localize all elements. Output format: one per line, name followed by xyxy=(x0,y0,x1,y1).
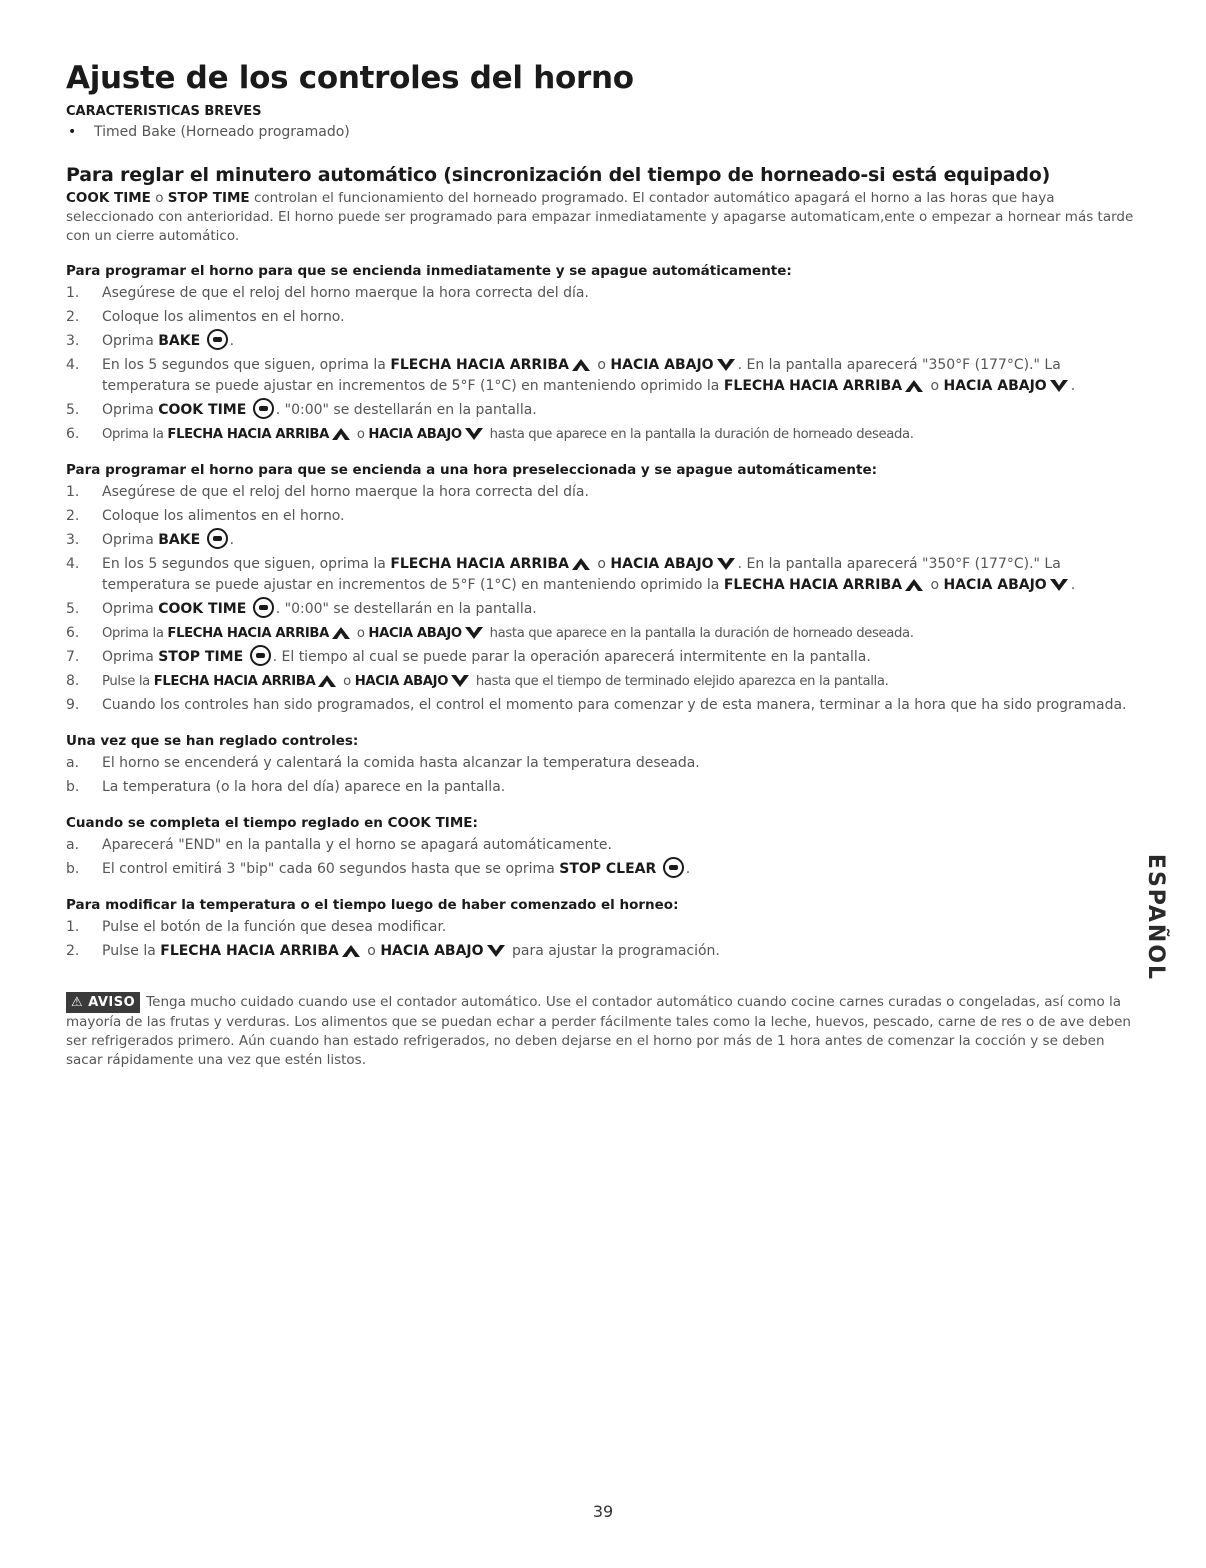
list-item: 6. Oprima la FLECHA HACIA ARRIBA o HACIA ABAJO hasta que aparece en la pantalla la duración de horneado deseada. xyxy=(66,426,914,442)
list-item: 1. Asegúrese de que el reloj del horno maerque la hora correcta del día. xyxy=(66,285,589,301)
down-arrow-icon xyxy=(487,945,505,957)
page-title: Ajuste de los controles del horno xyxy=(66,60,634,96)
list-item: a. Aparecerá "END" en la pantalla y el horno se apagará automáticamente. xyxy=(66,837,612,853)
list-item: 8. Pulse la FLECHA HACIA ARRIBA o HACIA ABAJO hasta que el tiempo de terminado elejido aparezca en la pantalla. xyxy=(66,673,889,689)
down-arrow-icon xyxy=(1050,579,1068,591)
sec2-heading: Para programar el horno para que se encienda a una hora preseleccionada y se apague automáticamente: xyxy=(66,462,877,478)
sec3-steps xyxy=(66,753,1138,798)
warning-badge: ⚠ AVISO xyxy=(66,992,140,1013)
sec4-heading: Cuando se completa el tiempo reglado en COOK TIME: xyxy=(66,815,478,831)
cook-time-key-icon xyxy=(253,597,274,618)
down-arrow-icon xyxy=(465,627,483,639)
down-arrow-icon xyxy=(451,675,469,687)
down-arrow-icon xyxy=(717,558,735,570)
list-item: 5. Oprima COOK TIME . "0:00" se destellarán en la pantalla. xyxy=(66,400,1138,421)
list-item: 6. Oprima la FLECHA HACIA ARRIBA o HACIA ABAJO hasta que aparece en la pantalla la duración de horneado deseada. xyxy=(66,625,914,641)
sec1-steps xyxy=(66,283,1138,445)
list-item: 9. Cuando los controles han sido programados, el control el momento para comenzar y de esta manera, terminar a la hora que ha sido programada. xyxy=(66,697,1127,713)
sec5-heading: Para modificar la temperatura o el tiempo luego de haber comenzado el horneo: xyxy=(66,897,679,913)
list-item: 3. Oprima BAKE . xyxy=(66,530,1138,551)
bake-key-icon xyxy=(207,329,228,350)
down-arrow-icon xyxy=(465,428,483,440)
intro-paragraph: COOK TIME o STOP TIME controlan el funcionamiento del horneado programado. El contador automático apagará el horno a las horas que haya seleccionado con anterioridad. El horno puede ser programado para empazar inmediatamente y apagarse automaticam,ente o empezar a hornear más tarde con un cierre automático. xyxy=(66,190,1134,244)
sec4-steps xyxy=(66,835,1138,880)
features-heading: CARACTERISTICAS BREVES xyxy=(66,104,262,119)
up-arrow-icon xyxy=(905,380,923,392)
list-item: b. El control emitirá 3 "bip" cada 60 segundos hasta que se oprima STOP CLEAR . xyxy=(66,859,1138,880)
list-item: 7. Oprima STOP TIME . El tiempo al cual se puede parar la operación aparecerá intermitente en la pantalla. xyxy=(66,647,1138,668)
up-arrow-icon xyxy=(572,558,590,570)
bake-key-icon xyxy=(207,528,228,549)
list-item: 4. En los 5 segundos que siguen, oprima la FLECHA HACIA ARRIBA o HACIA ABAJO . En la pantalla aparecerá "350°F (177°C)." La temperatura se puede ajustar en incrementos de 5°F (1°C) en manteniendo oprimido la FLECHA HACIA ARRIBA o HACIA ABAJO . xyxy=(66,556,1076,593)
list-item: 4. En los 5 segundos que siguen, oprima la FLECHA HACIA ARRIBA o HACIA ABAJO . En la pantalla aparecerá "350°F (177°C)." La temperatura se puede ajustar en incrementos de 5°F (1°C) en manteniendo oprimido la FLECHA HACIA ARRIBA o HACIA ABAJO . xyxy=(66,357,1076,394)
up-arrow-icon xyxy=(342,945,360,957)
page-number: 39 xyxy=(592,1502,614,1521)
down-arrow-icon xyxy=(717,359,735,371)
list-item: 2. Pulse la FLECHA HACIA ARRIBA o HACIA ABAJO para ajustar la programación. xyxy=(66,943,720,959)
list-item: a. El horno se encenderá y calentará la comida hasta alcanzar la temperatura deseada. xyxy=(66,755,700,771)
up-arrow-icon xyxy=(332,627,350,639)
language-side-tab: ESPAÑOL xyxy=(1143,853,1169,981)
features-item: • Timed Bake (Horneado programado) xyxy=(68,124,350,140)
sec5-steps xyxy=(66,917,1138,962)
list-item: 5. Oprima COOK TIME . "0:00" se destellarán en la pantalla. xyxy=(66,599,1138,620)
warning-paragraph: ⚠ AVISO Tenga mucho cuidado cuando use el contador automático. Use el contador automático cuando cocine carnes curadas o congeladas, así como la mayoría de las frutas y verduras. Los alimentos que se puedan echar a perder fácilmente tales como la leche, huevos, pescado, carne de res o de ave deben ser refrigerados primero. Aún cuando han estado refrigerados, no deben dejarse en el horno por más de 1 hora antes de comenzar la cocción y se deben sacar rápidamente una vez que estén listos. xyxy=(66,994,1131,1068)
list-item: 2. Coloque los alimentos en el horno. xyxy=(66,309,345,325)
up-arrow-icon xyxy=(318,675,336,687)
section-title: Para reglar el minutero automático (sincronización del tiempo de horneado-si está equipado) xyxy=(66,164,1051,186)
list-item: 1. Asegúrese de que el reloj del horno maerque la hora correcta del día. xyxy=(66,484,589,500)
list-item: b. La temperatura (o la hora del día) aparece en la pantalla. xyxy=(66,779,506,795)
cook-time-key-icon xyxy=(253,398,274,419)
list-item: 3. Oprima BAKE . xyxy=(66,331,1138,352)
up-arrow-icon xyxy=(572,359,590,371)
list-item: 1. Pulse el botón de la función que desea modificar. xyxy=(66,919,447,935)
stop-clear-key-icon xyxy=(663,857,684,878)
stop-time-key-icon xyxy=(250,645,271,666)
sec3-heading: Una vez que se han reglado controles: xyxy=(66,733,359,749)
down-arrow-icon xyxy=(1050,380,1068,392)
sec2-steps xyxy=(66,482,1138,716)
manual-page xyxy=(66,60,1138,1084)
up-arrow-icon xyxy=(905,579,923,591)
list-item: 2. Coloque los alimentos en el horno. xyxy=(66,508,345,524)
up-arrow-icon xyxy=(332,428,350,440)
sec1-heading: Para programar el horno para que se encienda inmediatamente y se apague automáticamente: xyxy=(66,263,792,279)
